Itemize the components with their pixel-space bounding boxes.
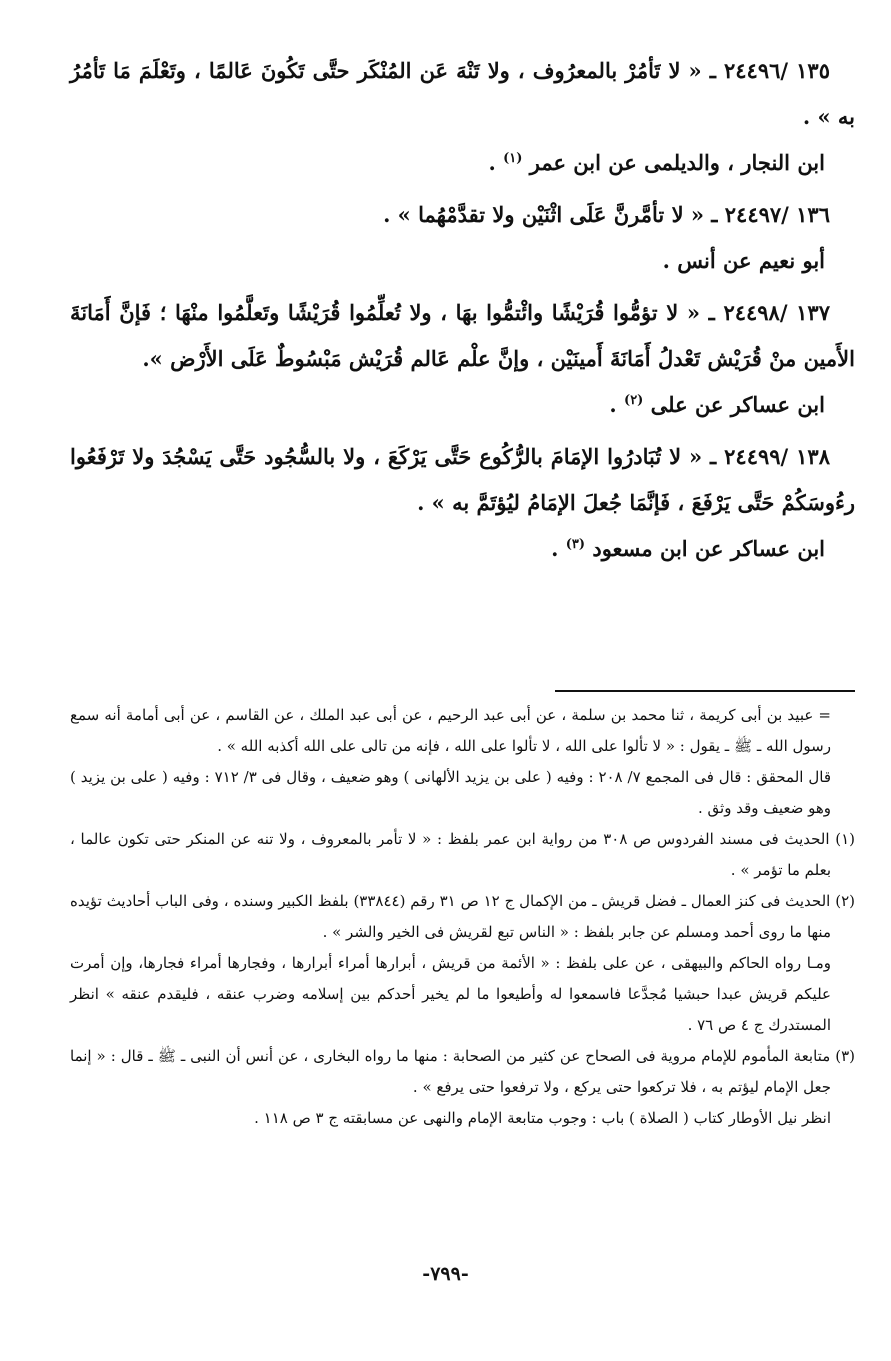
hadith-137: ١٣٧ /٢٤٤٩٨ ـ « لا تؤمُّوا قُرَيْشًا وائْتمُّوا بهَا ، ولا تُعلِّمُوا قُرَيْشًا وتَعلَّمُوا منْهَا ؛ فَإنَّ أَمَانَةَ الأَمين منْ قُرَيْش تَعْدلُ أَمَانَةَ أَمينَيْن ، وإنَّ علْم عَالم قُرَيْش مَبْسُوطٌ عَلَى الأَرْض ». [70,300,855,371]
hadith-135: ١٣٥ /٢٤٤٩٦ ـ « لا تَأمُرْ بالمعرُوف ، ولا تَنْهَ عَن المُنْكَر حتَّى تَكُونَ عَالمًا ، وتَعْلَمَ مَا تَأمُرُ به » . [70,58,855,129]
source-text: ابن عساكر عن على [650,392,825,417]
footnote-ref-2: (٢) [624,393,644,408]
main-text [70,48,855,578]
footnote-continuation: = عبيد بن أبى كريمة ، ثنا محمد بن سلمة ، عن أبى عبد الرحيم ، عن أبى عبد الملك ، عن القاسم ، عن أبى أمامة أنه سمع رسول الله ـ ﷺ ـ يقول : « لا تألوا على الله ، لا تألوا على الله ، فإنه من تالى على الله أكذبه الله » . [70,706,831,755]
hadith-138: ١٣٨ /٢٤٤٩٩ ـ « لا تُبَادرُوا الإمَامَ بالرُّكُوع حَتَّى يَرْكَعَ ، ولا بالسُّجُود حَتَّى يَسْجُدَ ولا تَرْفَعُوا رءُوسَكُمْ حَتَّى يَرْفَعَ ، فَإنَّمَا جُعلَ الإمَامُ ليُؤتَمَّ به » . [70,444,855,515]
hadith-137-source: ابن عساكر عن على $^{(٢)}$ . [609,392,825,417]
hadith-136: ١٣٦ /٢٤٤٩٧ ـ « لا تأمَّرنَّ عَلَى اثْنَيْن ولا تقدَّمْهُما » . [383,202,830,227]
footnotes [70,700,855,1134]
source-text: ابن النجار ، والديلمى عن ابن عمر [529,150,825,175]
footnote-2-continued: ومـا رواه الحاكم والبيهقى ، عن على بلفظ : « الأئمة من قريش ، أبرارها أمراء أبرارها ، وفجارها أمراء فجارها، وإن أمرت عليكم قريش عبدا حبشيا مُجدَّعا فاسمعوا له وأطيعوا ما لم يخير أحدكم بين إسلامه وضرب عنقه ، فليقدم عنقه » انظر المستدرك ج ٤ ص ٧٦ . [70,954,831,1034]
source-text: ابن عساكر عن ابن مسعود [592,536,825,561]
footnote-2: (٢) الحديث فى كنز العمال ـ فضل قريش ـ من الإكمال ج ١٢ ص ٣١ رقم (٣٣٨٤٤) بلفظ الكبير وسنده ، وفى الباب أحاديث تؤيده منها ما روى أحمد ومسلم عن جابر بلفظ : « الناس تبع لقريش فى الخير والشر » . [70,892,855,941]
page-number: -٧٩٩- [422,1263,469,1285]
footnote-continuation-note: قال المحقق : قال فى المجمع ٧/ ٢٠٨ : وفيه ( على بن يزيد الألهانى ) وهو ضعيف ، وقال فى ٣/ ٧١٢ : وفيه ( على بن يزيد ) وهو ضعيف وقد وثق . [70,768,831,817]
footnote-3-continued: انظر نيل الأوطار كتاب ( الصلاة ) باب : وجوب متابعة الإمام والنهى عن مسابقته ج ٣ ص ١١٨ . [254,1109,831,1127]
hadith-138-source: ابن عساكر عن ابن مسعود $^{(٣)}$ . [551,536,825,561]
footnote-ref-1: (١) [503,151,523,166]
footnote-ref-3: (٣) [565,537,586,552]
footnote-3: (٣) متابعة المأموم للإمام مروية فى الصحاح عن كثير من الصحابة : منها ما رواه البخارى ، عن أنس أن النبى ـ ﷺ ـ قال : « إنما جعل الإمام ليؤتم به ، فلا تركعوا حتى يركع ، ولا ترفعوا حتى يرفع » . [70,1047,855,1096]
hadith-136-source: أبو نعيم عن أنس . [662,248,825,273]
footnote-divider [555,690,855,692]
hadith-135-source: ابن النجار ، والديلمى عن ابن عمر $^{(١)}$ . [488,150,825,175]
footnote-1: (١) الحديث فى مسند الفردوس ص ٣٠٨ من رواية ابن عمر بلفظ : « لا تأمر بالمعروف ، ولا تنه عن المنكر حتى تكون عالما ، بعلم ما تؤمر » . [70,830,856,879]
